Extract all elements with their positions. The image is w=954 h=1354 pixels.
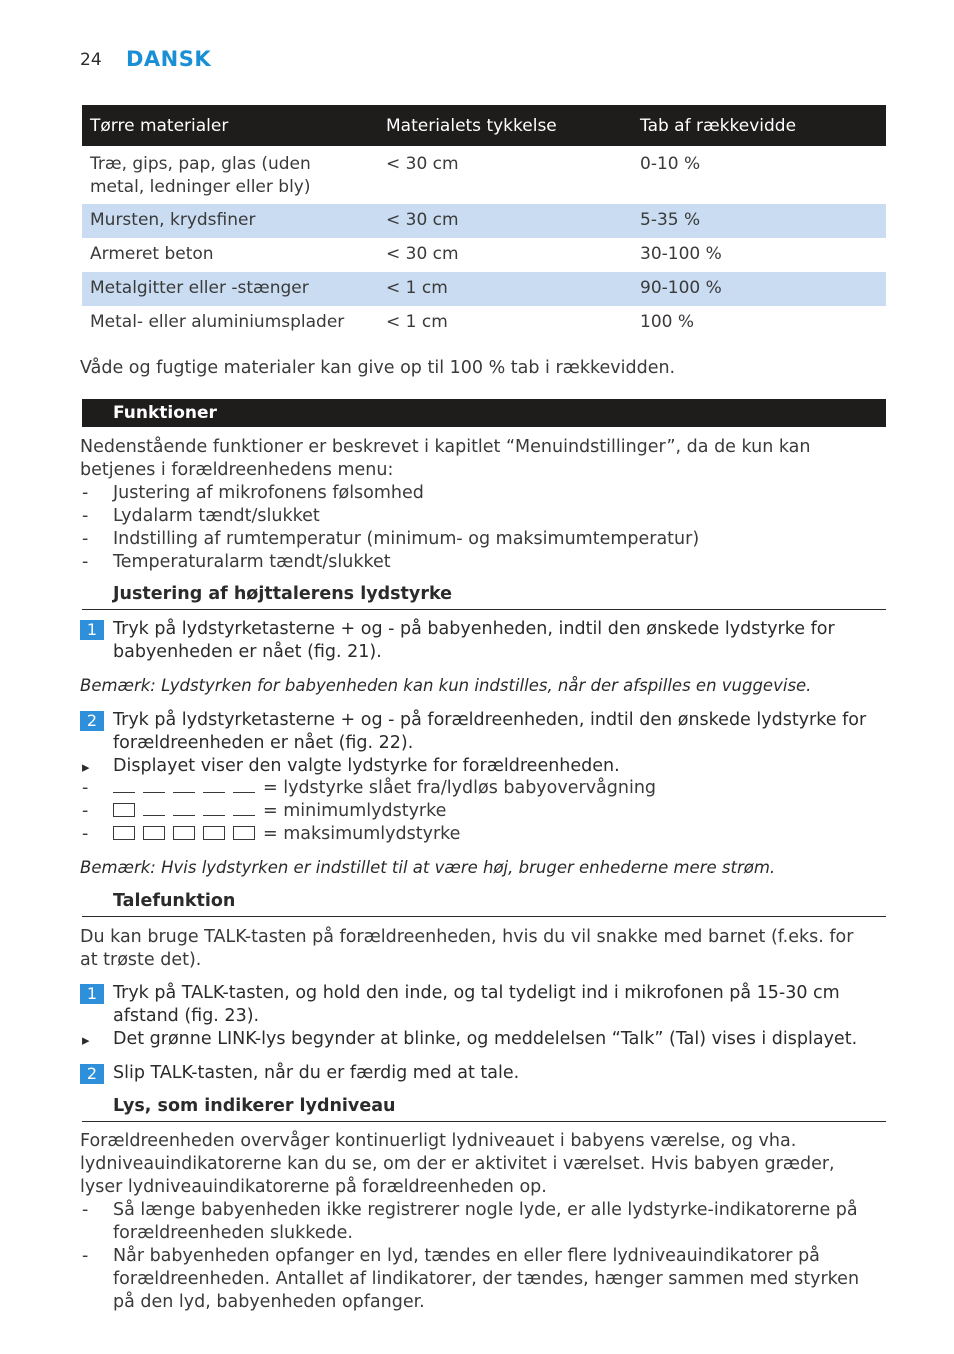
step-number: 1 — [80, 984, 104, 1004]
table-row — [82, 146, 886, 204]
list-dash: - — [82, 552, 89, 572]
table-cell: Armeret beton — [90, 244, 214, 264]
materials-table — [82, 105, 886, 340]
table-cell: Træ, gips, pap, glas (uden metal, ledninger eller bly) — [90, 154, 311, 197]
table-cell: < 30 cm — [386, 154, 459, 174]
table-cell: Metalgitter eller -stænger — [82, 272, 378, 306]
table-row — [82, 238, 886, 272]
divider — [82, 916, 886, 917]
volume-level-max — [113, 823, 873, 846]
level-on-box-icon — [233, 826, 255, 840]
table-cell: < 1 cm — [386, 312, 448, 332]
section-heading-text: Funktioner — [113, 403, 217, 423]
page-number: 24 — [80, 50, 102, 70]
subheading-volume: Justering af højttalerens lydstyrke — [113, 584, 452, 604]
list-dash: - — [82, 1200, 89, 1220]
subheading-sound-level: Lys, som indikerer lydniveau — [113, 1096, 396, 1116]
level-description: = minimumlydstyrke — [263, 801, 447, 821]
table-cell: 0-10 % — [640, 154, 701, 174]
level-off-bar-icon — [173, 804, 195, 816]
step-text: Tryk på lydstyrketasterne + og - på forældreenheden, indtil den ønskede lydstyrke for forældreenheden er nået (fig. 22). — [113, 710, 867, 753]
volume-level-off — [113, 777, 873, 800]
note: Bemærk: Hvis lydstyrken er indstillet til at være høj, bruger enhederne mere strøm. — [80, 858, 776, 877]
list-dash: - — [82, 824, 89, 844]
list-dash: - — [82, 778, 89, 798]
level-off-bar-icon — [143, 781, 165, 793]
list-item: Temperaturalarm tændt/slukket — [113, 552, 391, 572]
table-header-row — [82, 105, 886, 146]
result-text: Det grønne LINK-lys begynder at blinke, og meddelelsen “Talk” (Tal) vises i displayet. — [113, 1029, 858, 1049]
table-cell: 30-100 % — [640, 244, 722, 264]
table-row — [82, 306, 886, 340]
talk-intro: Du kan bruge TALK-tasten på forældreenheden, hvis du vil snakke med barnet (f.eks. for at trøste det). — [80, 927, 854, 970]
list-dash: - — [82, 506, 89, 526]
level-off-bar-icon — [203, 804, 225, 816]
result-text: Displayet viser den valgte lydstyrke for forældreenheden. — [113, 756, 620, 776]
column-header: Tørre materialer — [82, 105, 378, 146]
table-row — [82, 272, 886, 306]
level-off-bar-icon — [203, 781, 225, 793]
funktioner-intro: Nedenstående funktioner er beskrevet i kapitlet “Menuindstillinger”, da de kun kan betjenes i forældreenhedens menu: — [80, 437, 811, 480]
volume-level-min — [113, 800, 873, 823]
level-off-bar-icon — [233, 781, 255, 793]
section-heading-funktioner — [82, 399, 886, 427]
column-header: Tab af rækkevidde — [632, 105, 886, 146]
list-dash: - — [82, 801, 89, 821]
level-on-box-icon — [113, 826, 135, 840]
language-heading: DANSK — [126, 47, 212, 71]
list-dash: - — [82, 1246, 89, 1266]
column-header: Materialets tykkelse — [378, 105, 632, 146]
step-text: Tryk på lydstyrketasterne + og - på babyenheden, indtil den ønskede lydstyrke for babyenheden er nået (fig. 21). — [113, 619, 835, 662]
level-off-bar-icon — [143, 804, 165, 816]
list-item: Justering af mikrofonens følsomhed — [113, 483, 424, 503]
list-item: Når babyenheden opfanger en lyd, tændes en eller flere lydniveauindikatorer på forældreenheden. Antallet af lindikatorer, der tændes, hænger sammen med styrken på den lyd, babyenheden opfanger. — [113, 1246, 860, 1312]
level-on-box-icon — [203, 826, 225, 840]
step-text: Slip TALK-tasten, når du er færdig med at tale. — [113, 1063, 520, 1083]
level-off-bar-icon — [233, 804, 255, 816]
list-dash: - — [82, 483, 89, 503]
table-cell: < 1 cm — [378, 272, 632, 306]
step-number: 1 — [80, 620, 104, 640]
table-cell: Metal- eller aluminiumsplader — [90, 312, 345, 332]
step-number: 2 — [80, 1064, 104, 1084]
step-number: 2 — [80, 711, 104, 731]
level-description: = maksimumlydstyrke — [263, 824, 461, 844]
table-cell: 100 % — [640, 312, 695, 332]
sound-intro: Forældreenheden overvåger kontinuerligt lydniveauet i babyens værelse, og vha. lydniveauindikatorerne kan du se, om der er aktivitet i værelset. Hvis babyen græder, lyser lydniveauindikatorerne på forældreenheden op. — [80, 1131, 835, 1197]
level-on-box-icon — [113, 803, 135, 817]
subheading-talk: Talefunktion — [113, 891, 236, 911]
table-cell: < 30 cm — [378, 204, 632, 238]
table-cell: Mursten, krydsfiner — [82, 204, 378, 238]
table-cell: < 30 cm — [386, 244, 459, 264]
level-description: = lydstyrke slået fra/lydløs babyovervågning — [263, 778, 657, 798]
note: Bemærk: Lydstyrken for babyenheden kan kun indstilles, når der afspilles en vuggevise. — [80, 676, 812, 695]
list-item: Indstilling af rumtemperatur (minimum- og maksimumtemperatur) — [113, 529, 700, 549]
wet-materials-note: Våde og fugtige materialer kan give op til 100 % tab i rækkevidden. — [80, 358, 676, 378]
result-triangle-icon: ▸ — [82, 1031, 90, 1049]
level-off-bar-icon — [173, 781, 195, 793]
list-item: Lydalarm tændt/slukket — [113, 506, 320, 526]
result-triangle-icon: ▸ — [82, 758, 90, 776]
table-row — [82, 204, 886, 238]
list-dash: - — [82, 529, 89, 549]
level-on-box-icon — [143, 826, 165, 840]
level-on-box-icon — [173, 826, 195, 840]
level-off-bar-icon — [113, 781, 135, 793]
table-cell: 5-35 % — [632, 204, 886, 238]
table-cell: 90-100 % — [632, 272, 886, 306]
divider — [82, 609, 886, 610]
list-item: Så længe babyenheden ikke registrerer nogle lyde, er alle lydstyrke-indikatorerne på forældreenheden slukkede. — [113, 1200, 858, 1243]
step-text: Tryk på TALK-tasten, og hold den inde, og tal tydeligt ind i mikrofonen på 15-30 cm afstand (fig. 23). — [113, 983, 840, 1026]
divider — [82, 1121, 886, 1122]
